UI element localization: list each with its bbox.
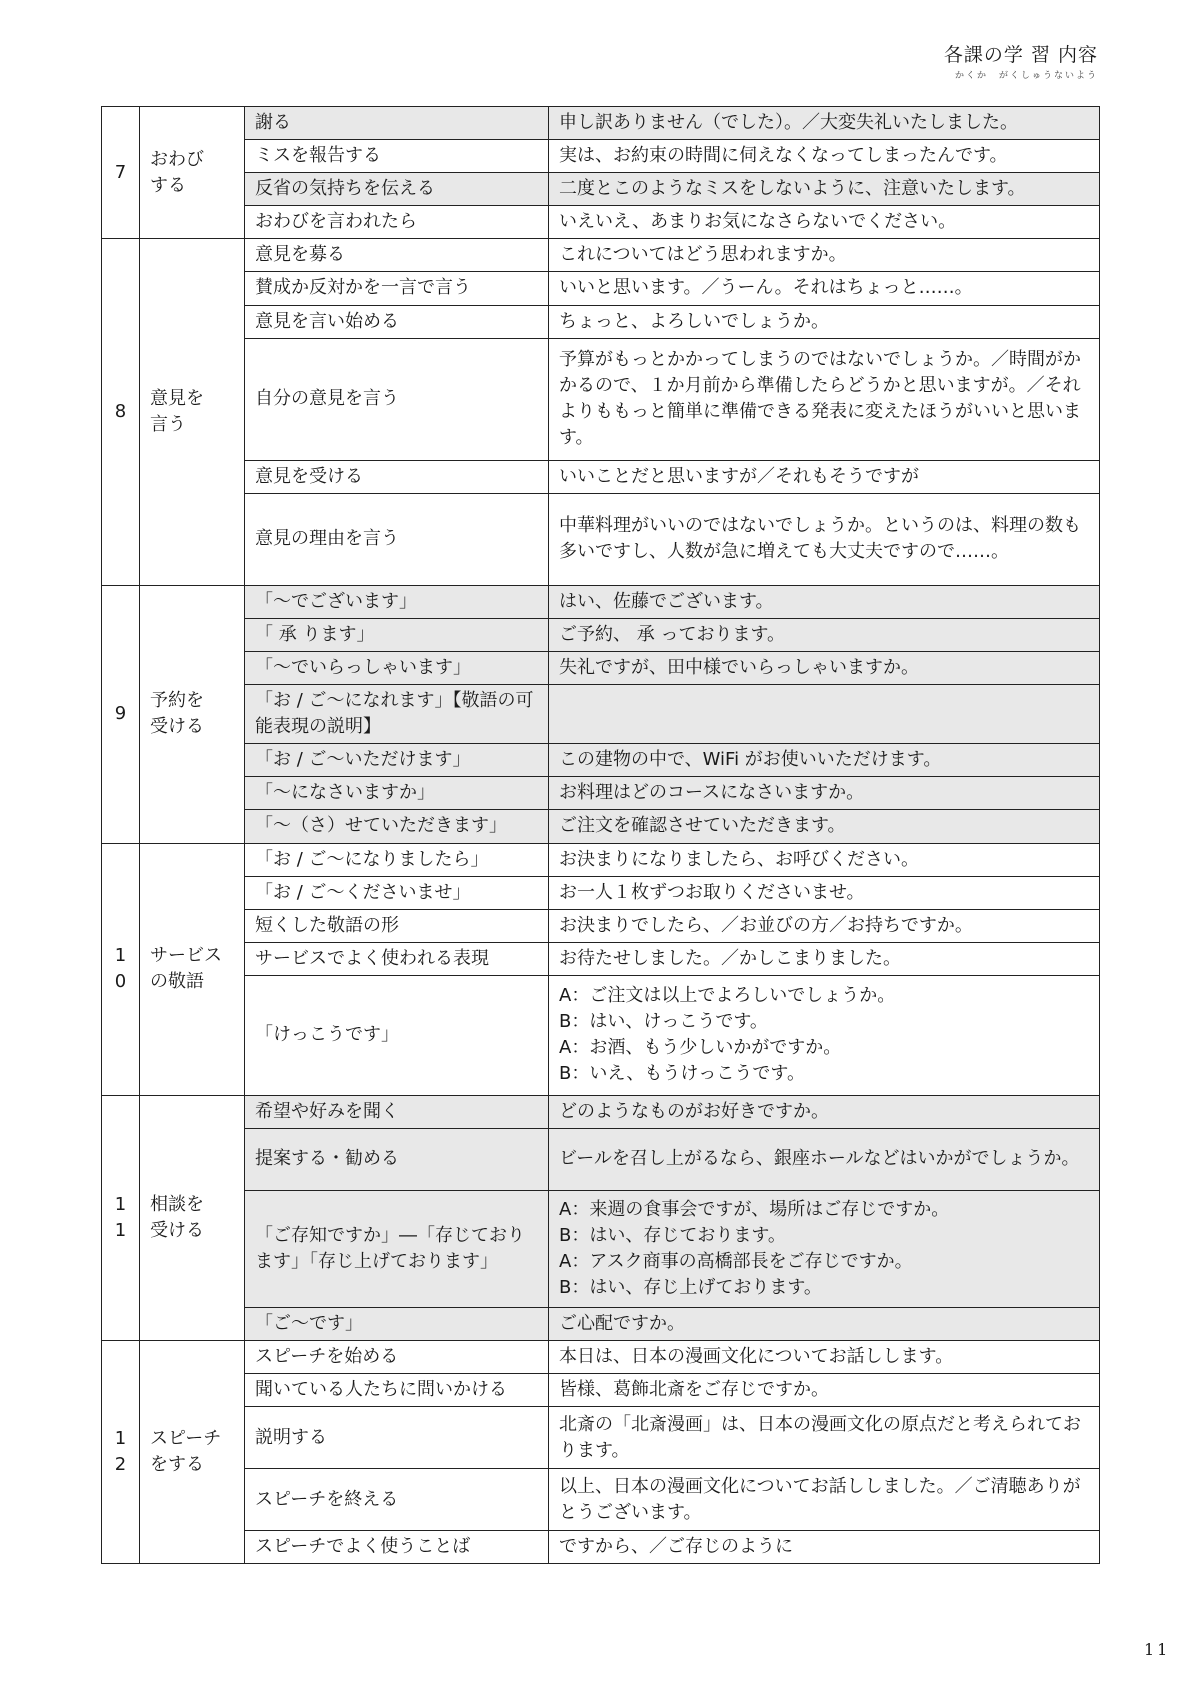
page-header: [944, 40, 1098, 81]
lesson-category: おわび する: [140, 107, 245, 239]
example-sentence: ご心配ですか。: [549, 1307, 1100, 1340]
example-sentence: A：ご注文は以上でよろしいでしょうか。 B：はい、けっこうです。 A：お酒、もう少しいかがですか。 B：いえ、もうけっこうです。: [549, 975, 1100, 1095]
table-row: [102, 338, 1100, 460]
table-row: [102, 272, 1100, 305]
table-row: [102, 651, 1100, 684]
table-row: [102, 777, 1100, 810]
learning-item: 「お / ご～くださいませ」: [245, 876, 549, 909]
table-row: [102, 140, 1100, 173]
lesson-number: 10: [102, 843, 140, 1095]
example-sentence: お料理はどのコースになさいますか。: [549, 777, 1100, 810]
example-sentence: 申し訳ありません（でした）。／大変失礼いたしました。: [549, 107, 1100, 140]
table-row: [102, 1531, 1100, 1564]
learning-item: 賛成か反対かを一言で言う: [245, 272, 549, 305]
example-sentence: 予算がもっとかかってしまうのではないでしょうか。／時間がかかるので、１か月前から準備したらどうかと思いますが。／それよりももっと簡単に準備できる発表に変えたほうがいいと思います。: [549, 338, 1100, 460]
example-sentence: [549, 685, 1100, 744]
learning-item: ミスを報告する: [245, 140, 549, 173]
learning-item: スピーチを始める: [245, 1341, 549, 1374]
example-sentence: お一人１枚ずつお取りくださいませ。: [549, 876, 1100, 909]
table-row: [102, 1341, 1100, 1374]
lesson-category: 予約を 受ける: [140, 585, 245, 843]
learning-item: 短くした敬語の形: [245, 909, 549, 942]
table-row: [102, 585, 1100, 618]
example-sentence: どのようなものがお好きですか。: [549, 1095, 1100, 1128]
example-sentence: お決まりでしたら、／お並びの方／お持ちですか。: [549, 909, 1100, 942]
table-row: [102, 107, 1100, 140]
example-sentence: いえいえ、あまりお気になさらないでください。: [549, 206, 1100, 239]
lesson-category: 相談を 受ける: [140, 1095, 245, 1340]
example-sentence: いいことだと思いますが／それもそうですが: [549, 460, 1100, 493]
table-row: [102, 239, 1100, 272]
learning-item: 意見の理由を言う: [245, 493, 549, 585]
table-row: [102, 1095, 1100, 1128]
table-row: [102, 305, 1100, 338]
example-sentence: 本日は、日本の漫画文化についてお話しします。: [549, 1341, 1100, 1374]
learning-item: 「ご～です」: [245, 1307, 549, 1340]
learning-item: 「お / ご～になりましたら」: [245, 843, 549, 876]
lesson-number: 12: [102, 1341, 140, 1564]
example-sentence: 失礼ですが、田中様でいらっしゃいますか。: [549, 651, 1100, 684]
table-row: [102, 206, 1100, 239]
example-sentence: これについてはどう思われますか。: [549, 239, 1100, 272]
example-sentence: はい、佐藤でございます。: [549, 585, 1100, 618]
page-number: 11: [1144, 1640, 1171, 1659]
table-row: [102, 975, 1100, 1095]
table-row: [102, 173, 1100, 206]
table-row: [102, 1128, 1100, 1190]
learning-item: サービスでよく使われる表現: [245, 942, 549, 975]
learning-item: 意見を言い始める: [245, 305, 549, 338]
table-row: [102, 942, 1100, 975]
example-sentence: ビールを召し上がるなら、銀座ホールなどはいかがでしょうか。: [549, 1128, 1100, 1190]
learning-item: 「～になさいますか」: [245, 777, 549, 810]
example-sentence: ちょっと、よろしいでしょうか。: [549, 305, 1100, 338]
learning-item: 謝る: [245, 107, 549, 140]
learning-item: 「～（さ）せていただきます」: [245, 810, 549, 843]
example-sentence: この建物の中で、WiFi がお使いいただけます。: [549, 744, 1100, 777]
header-title: 各課の学 習 内容: [943, 44, 1098, 66]
table-row: [102, 1190, 1100, 1307]
learning-item: 聞いている人たちに問いかける: [245, 1374, 549, 1407]
learning-item: 「～でいらっしゃいます」: [245, 651, 549, 684]
learning-item: 「けっこうです」: [245, 975, 549, 1095]
learning-item: 意見を受ける: [245, 460, 549, 493]
example-sentence: ですから、／ご存じのように: [549, 1531, 1100, 1564]
table-row: [102, 685, 1100, 744]
example-sentence: いいと思います。／うーん。それはちょっと……。: [549, 272, 1100, 305]
lesson-category: サービス の敬語: [140, 843, 245, 1095]
example-sentence: 北斎の「北斎漫画」は、日本の漫画文化の原点だと考えられております。: [549, 1407, 1100, 1469]
table-row: [102, 876, 1100, 909]
table-row: [102, 1307, 1100, 1340]
table-row: [102, 618, 1100, 651]
learning-item: スピーチを終える: [245, 1469, 549, 1531]
learning-item: 「お / ご～になれます」【敬語の可能表現の説明】: [245, 685, 549, 744]
example-sentence: ご注文を確認させていただきます。: [549, 810, 1100, 843]
lesson-category: スピーチ をする: [140, 1341, 245, 1564]
lesson-category: 意見を 言う: [140, 239, 245, 585]
example-sentence: 二度とこのようなミスをしないように、注意いたします。: [549, 173, 1100, 206]
lesson-number: 8: [102, 239, 140, 585]
learning-item: 「 承 ります」: [245, 618, 549, 651]
lesson-number: 9: [102, 585, 140, 843]
example-sentence: 以上、日本の漫画文化についてお話ししました。／ご清聴ありがとうございます。: [549, 1469, 1100, 1531]
learning-item: 提案する・勧める: [245, 1128, 549, 1190]
learning-item: 「お / ご～いただけます」: [245, 744, 549, 777]
learning-item: 自分の意見を言う: [245, 338, 549, 460]
lesson-number: 11: [102, 1095, 140, 1340]
example-sentence: 中華料理がいいのではないでしょうか。というのは、料理の数も多いですし、人数が急に増えても大丈夫ですので……。: [549, 493, 1100, 585]
example-sentence: お待たせしました。／かしこまりました。: [549, 942, 1100, 975]
learning-item: おわびを言われたら: [245, 206, 549, 239]
header-ruby: かくか がくしゅうないよう: [954, 71, 1098, 81]
example-sentence: A：来週の食事会ですが、場所はご存じですか。 B：はい、存じております。 A：アスク商事の高橋部長をご存じですか。 B：はい、存じ上げております。: [549, 1190, 1100, 1307]
table-row: [102, 493, 1100, 585]
lesson-number: 7: [102, 107, 140, 239]
table-row: [102, 810, 1100, 843]
learning-item: 説明する: [245, 1407, 549, 1469]
example-sentence: お決まりになりましたら、お呼びください。: [549, 843, 1100, 876]
example-sentence: 実は、お約束の時間に伺えなくなってしまったんです。: [549, 140, 1100, 173]
table-row: [102, 909, 1100, 942]
learning-item: 「ご存知ですか」―「存じております」「存じ上げております」: [245, 1190, 549, 1307]
table-row: [102, 843, 1100, 876]
table-row: [102, 460, 1100, 493]
learning-item: 意見を募る: [245, 239, 549, 272]
lesson-content-table: [101, 106, 1100, 1564]
learning-item: 反省の気持ちを伝える: [245, 173, 549, 206]
table-row: [102, 1374, 1100, 1407]
example-sentence: 皆様、葛飾北斎をご存じですか。: [549, 1374, 1100, 1407]
table-row: [102, 1469, 1100, 1531]
learning-item: スピーチでよく使うことば: [245, 1531, 549, 1564]
learning-item: 希望や好みを聞く: [245, 1095, 549, 1128]
example-sentence: ご予約、 承 っております。: [549, 618, 1100, 651]
table-row: [102, 744, 1100, 777]
learning-item: 「～でございます」: [245, 585, 549, 618]
table-row: [102, 1407, 1100, 1469]
